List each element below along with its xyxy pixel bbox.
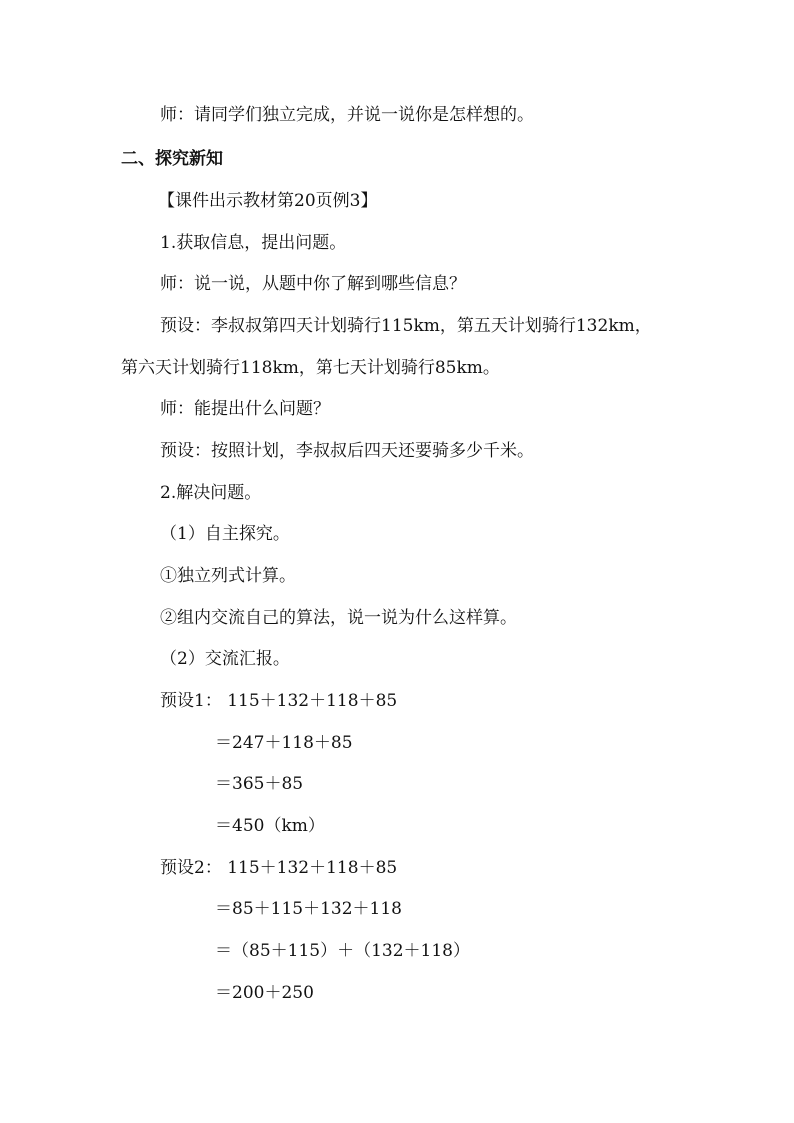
teacher-question: 师：说一说，从题中你了解到哪些信息？ xyxy=(160,274,466,294)
preset-2-step-1: ＝85＋115＋132＋118 xyxy=(215,899,402,919)
teacher-question-2: 师：能提出什么问题？ xyxy=(160,399,330,419)
substep-1-item-2: ②组内交流自己的算法，说一说为什么这样算。 xyxy=(160,608,517,628)
preset-1-expression: 预设1： 115＋132＋118＋85 xyxy=(160,691,398,711)
courseware-note: 【课件出示教材第20页例3】 xyxy=(158,191,378,211)
preset-question: 预设：按照计划，李叔叔后四天还要骑多少千米。 xyxy=(160,441,534,461)
preset-2-step-2: ＝（85＋115）＋（132＋118） xyxy=(215,941,470,961)
substep-2: （2）交流汇报。 xyxy=(160,649,290,669)
substep-1-item-1: ①独立列式计算。 xyxy=(160,566,296,586)
preset-1-step-1: ＝247＋118＋85 xyxy=(215,733,353,753)
preset-1-step-2: ＝365＋85 xyxy=(215,774,304,794)
step-1-heading: 1.获取信息，提出问题。 xyxy=(160,233,347,253)
preset-2-step-3: ＝200＋250 xyxy=(215,983,314,1003)
teacher-instruction: 师：请同学们独立完成，并说一说你是怎样想的。 xyxy=(160,105,534,125)
preset-1-result: ＝450（km） xyxy=(215,816,325,836)
preset-info-line-2: 第六天计划骑行118km，第七天计划骑行85km。 xyxy=(121,358,500,378)
step-2-heading: 2.解决问题。 xyxy=(160,483,262,503)
preset-info-line-1: 预设：李叔叔第四天计划骑行115km，第五天计划骑行132km， xyxy=(160,316,652,336)
preset-2-expression: 预设2： 115＋132＋118＋85 xyxy=(160,858,398,878)
section-heading: 二、探究新知 xyxy=(121,149,223,169)
substep-1: （1）自主探究。 xyxy=(160,524,290,544)
